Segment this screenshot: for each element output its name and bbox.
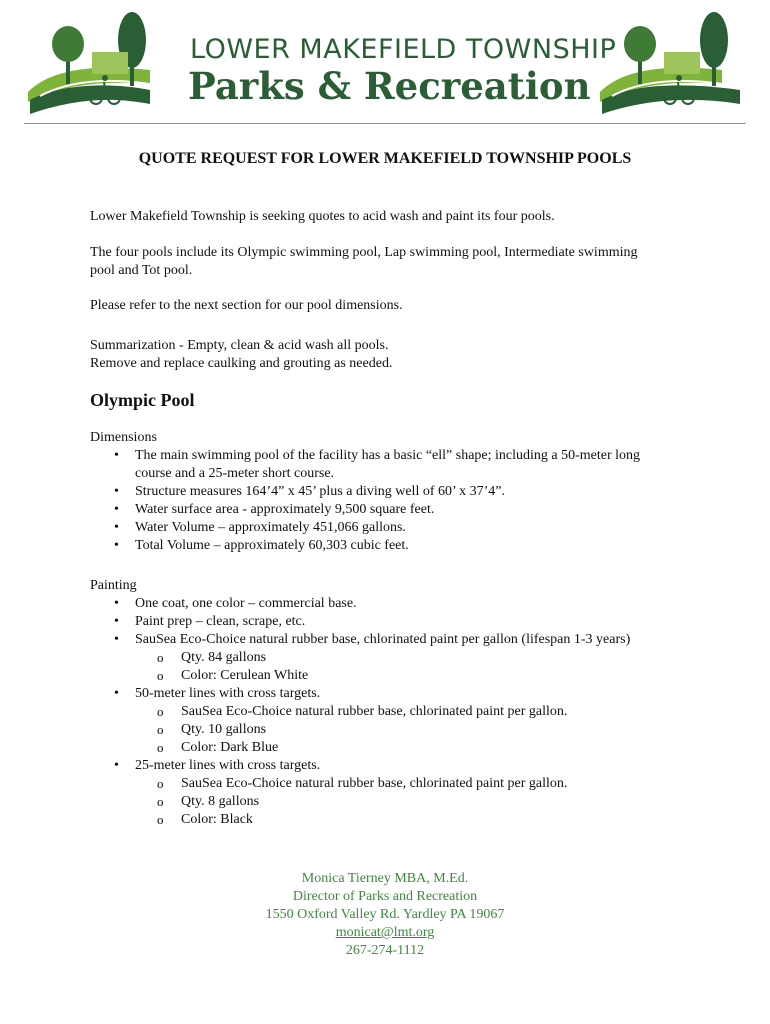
contact-title: Director of Parks and Recreation — [292, 889, 478, 904]
contact-block — [0, 870, 770, 960]
dimensions-section — [90, 429, 680, 555]
sub-list-item: o Color: Black — [135, 811, 680, 829]
contact-address: 1550 Oxford Valley Rd. Yardley PA 19067 — [265, 907, 505, 922]
header-divider — [24, 123, 746, 124]
painting-label: Painting — [90, 578, 137, 593]
list-item-text: 50-meter lines with cross targets. — [135, 686, 321, 701]
list-item — [90, 685, 680, 757]
list-item: • Structure measures 164’4” x 45’ plus a diving well of 60’ x 37’4”. — [90, 483, 680, 501]
page-header — [0, 0, 770, 130]
list-item: • The main swimming pool of the facility has a basic “ell” shape; including a 50-meter long course and a 25-meter short course. — [90, 447, 680, 483]
document-body — [90, 150, 690, 827]
list-item-text: 25-meter lines with cross targets. — [135, 758, 321, 773]
sub-list — [135, 775, 680, 829]
sub-list-item: o SauSea Eco-Choice natural rubber base, chlorinated paint per gallon. — [135, 703, 680, 721]
header-department-name: Parks & Recreation — [188, 64, 591, 108]
list-item-text: Paint prep – clean, scrape, etc. — [135, 614, 306, 629]
list-item — [90, 613, 680, 631]
list-item: • Water Volume – approximately 451,066 gallons. — [90, 519, 680, 537]
sub-list-item: o Color: Dark Blue — [135, 739, 680, 757]
header-township-name: LOWER MAKEFIELD TOWNSHIP — [190, 34, 617, 65]
summary-line: Summarization - Empty, clean & acid wash all pools. — [90, 338, 389, 353]
intro-paragraph: Lower Makefield Township is seeking quotes to acid wash and paint its four pools. — [90, 209, 555, 224]
dimensions-label: Dimensions — [90, 430, 157, 445]
list-item-text: SauSea Eco-Choice natural rubber base, chlorinated paint per gallon (lifespan 1-3 years) — [135, 632, 631, 647]
sub-list-item: o Color: Cerulean White — [135, 667, 680, 685]
left-logo-icon — [28, 12, 150, 114]
sub-list-item: o Qty. 84 gallons — [135, 649, 680, 667]
list-item — [90, 595, 680, 613]
list-item — [90, 757, 680, 829]
dimensions-reference-paragraph: Please refer to the next section for our pool dimensions. — [90, 298, 403, 313]
sub-list-item: o Qty. 8 gallons — [135, 793, 680, 811]
sub-list-item: o Qty. 10 gallons — [135, 721, 680, 739]
dimensions-list — [90, 447, 680, 555]
pools-paragraph: The four pools include its Olympic swimming pool, Lap swimming pool, Intermediate swimming pool and Tot pool. — [90, 245, 638, 278]
sub-list-item: o SauSea Eco-Choice natural rubber base, chlorinated paint per gallon. — [135, 775, 680, 793]
summary-paragraph — [90, 337, 392, 373]
list-item — [90, 631, 680, 685]
document-title: QUOTE REQUEST FOR LOWER MAKEFIELD TOWNSHIP POOLS — [138, 150, 632, 167]
sub-list — [135, 703, 680, 757]
list-item: • Water surface area - approximately 9,500 square feet. — [90, 501, 680, 519]
contact-email-link[interactable]: monicat@lmt.org — [335, 925, 435, 940]
contact-name: Monica Tierney MBA, M.Ed. — [301, 871, 469, 886]
contact-phone: 267-274-1112 — [345, 943, 425, 958]
list-item: • Total Volume – approximately 60,303 cubic feet. — [90, 537, 680, 555]
summary-line: Remove and replace caulking and grouting as needed. — [90, 356, 393, 371]
list-item-text: One coat, one color – commercial base. — [135, 596, 357, 611]
olympic-pool-heading: Olympic Pool — [90, 390, 195, 410]
painting-list — [90, 595, 680, 829]
sub-list — [135, 649, 680, 685]
right-logo-icon — [600, 12, 740, 114]
painting-section — [90, 577, 680, 829]
